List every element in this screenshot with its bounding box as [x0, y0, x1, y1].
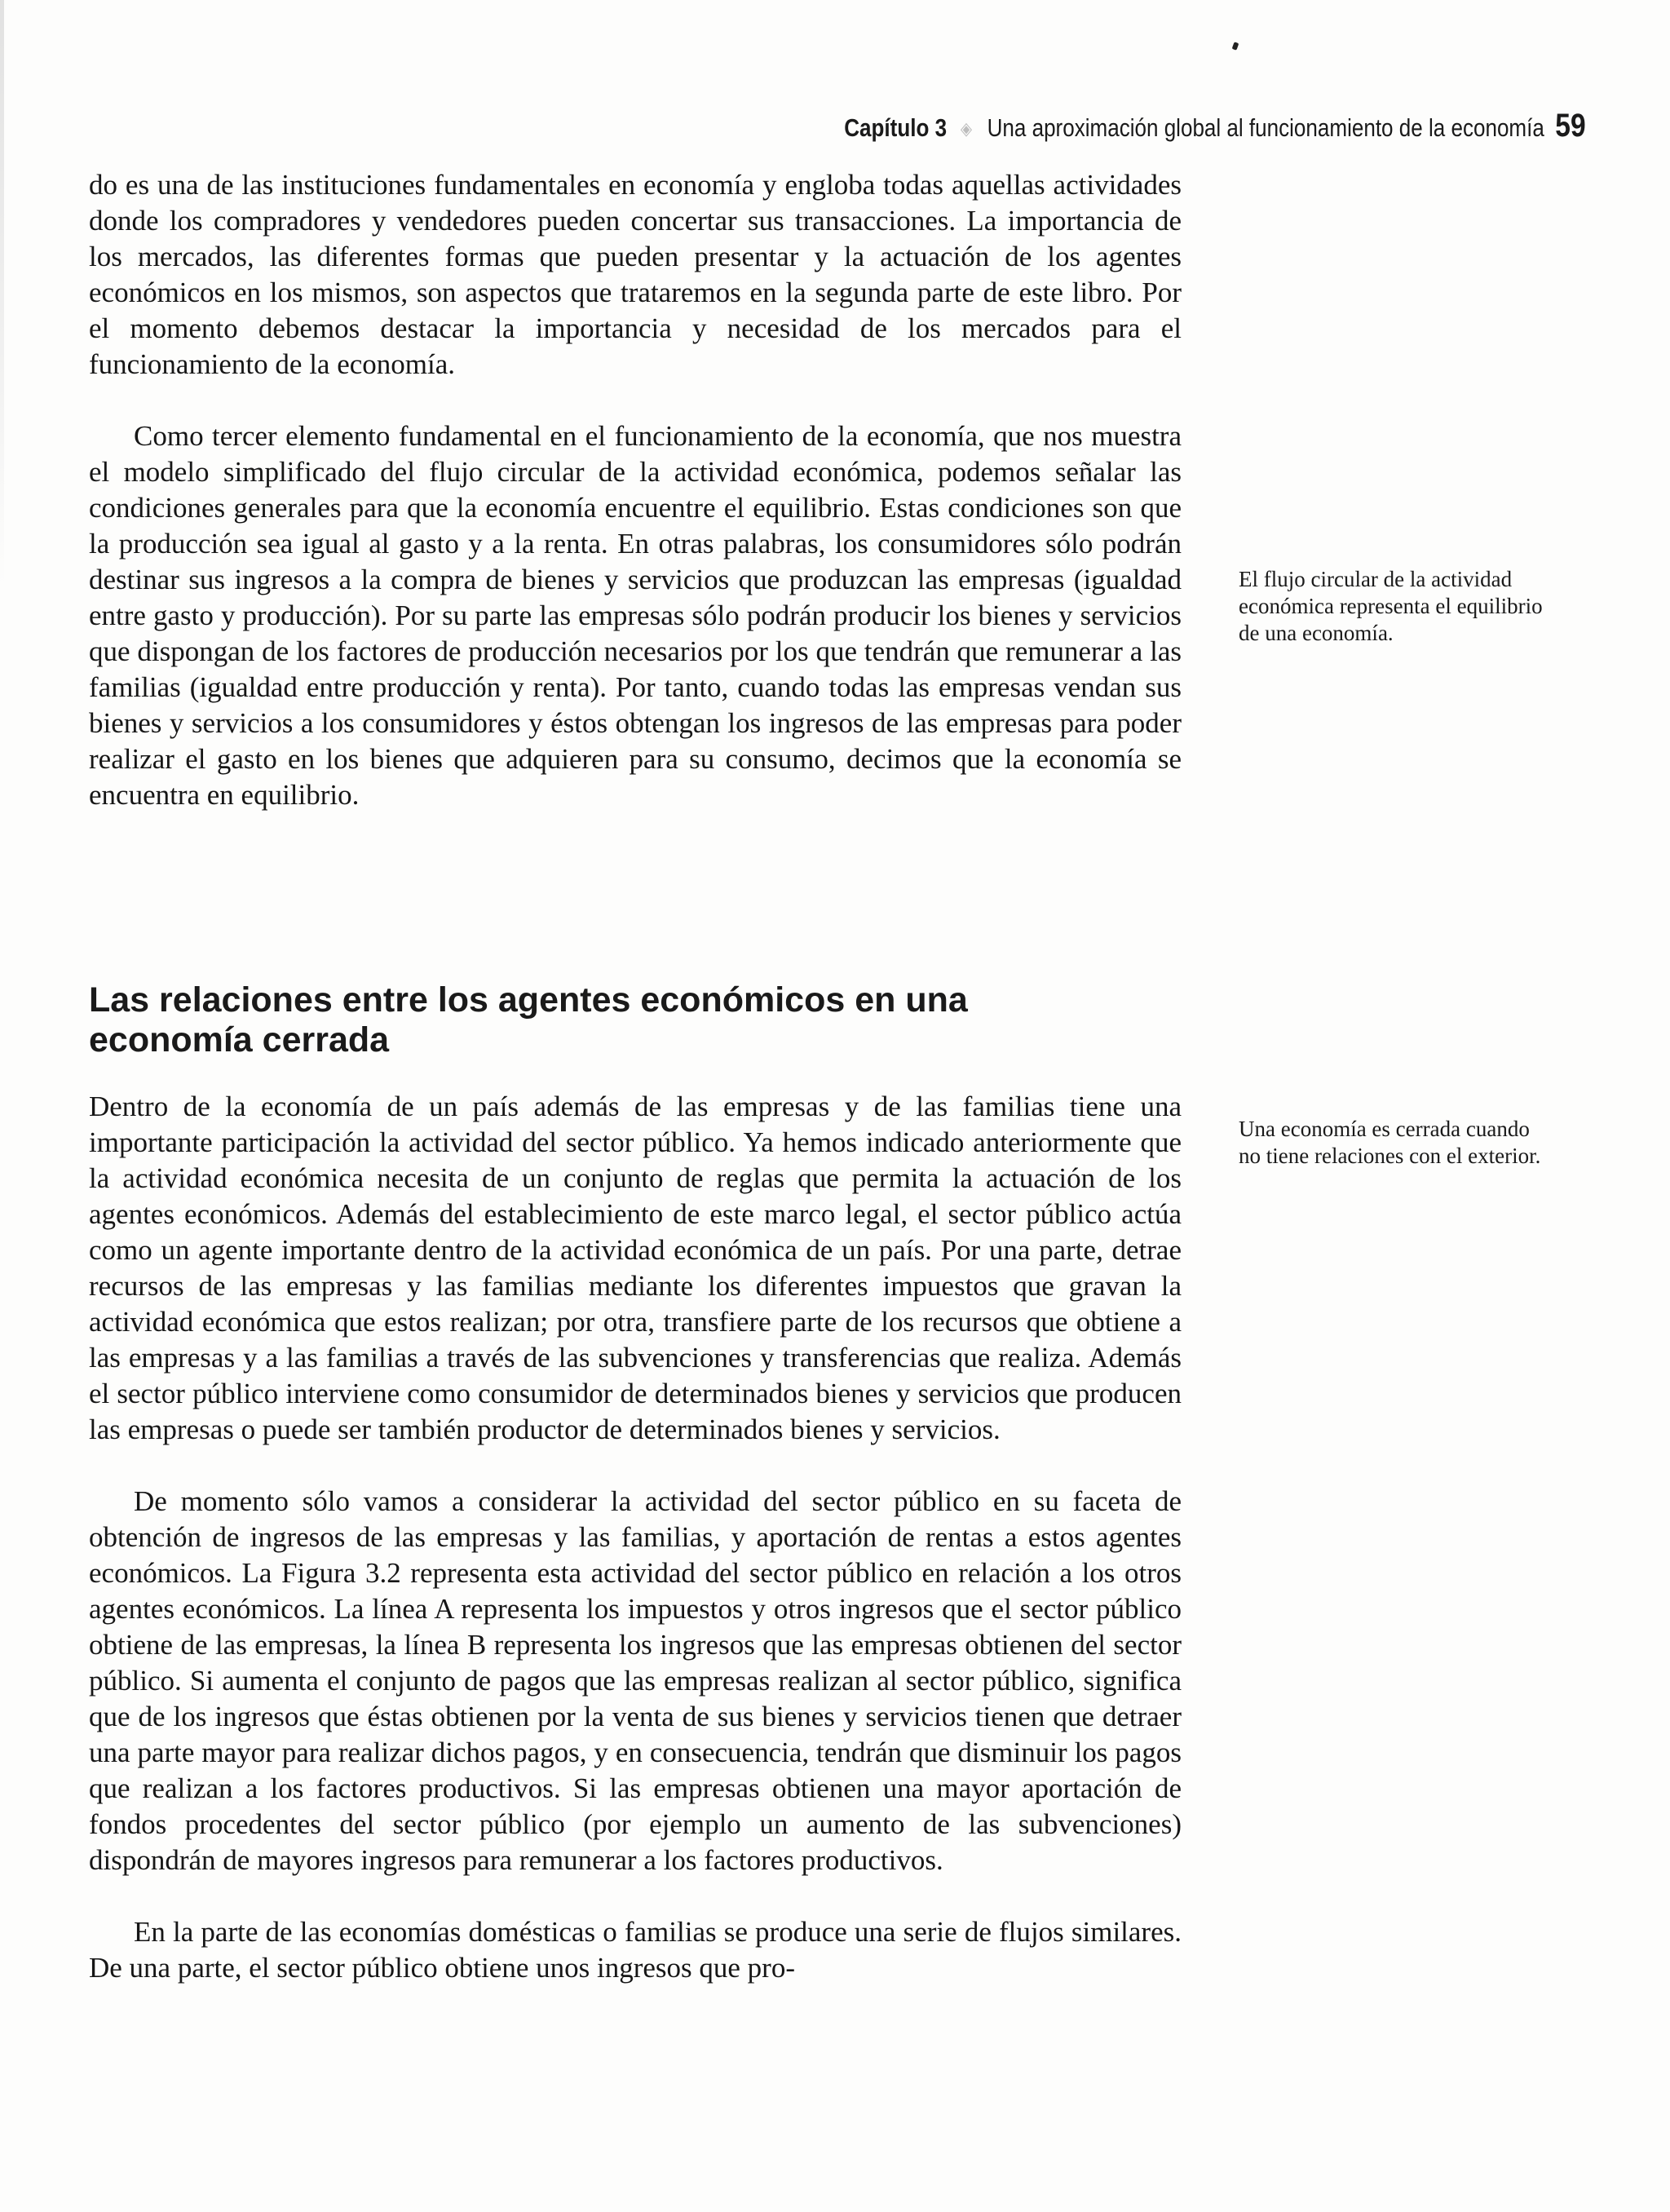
margin-note-closed-economy: Una economía es cerrada cuando no tiene relaciones con el exterior. — [1239, 1117, 1541, 1168]
chapter-label: Capítulo 3 — [844, 113, 948, 142]
paragraph: De momento sólo vamos a considerar la actividad del sector público en su faceta de obtención de ingresos de las empresas y las familias, y aportación de rentas a estos agentes económicos. La Figura 3.2 representa esta actividad del sector público en relación a los otros agentes económicos. La línea A representa los impuestos y otros ingresos que el sector público obtiene de las empresas, la línea B representa los ingresos que las empresas obtienen del sector público. Si aumenta el conjunto de pagos que las empresas realizan al sector público, significa que de los ingresos que éstas obtienen por la venta de sus bienes y servicios tienen que detraer una parte mayor para realizar dichos pagos, y en consecuencia, tendrán que disminuir los pagos que realizan a los factores productivos. Si las empresas obtienen una mayor aportación de fondos procedentes del sector público (por ejemplo un aumento de las subvenciones) dispondrán de mayores ingresos para remunerar a los factores productivos. — [89, 1485, 1182, 1876]
scan-speck — [1232, 42, 1239, 51]
section-body — [89, 1089, 1182, 1986]
paragraph: En la parte de las economías domésticas o familias se produce una serie de flujos similares. De una parte, el sector público obtiene unos ingresos que pro- — [89, 1916, 1182, 1984]
margin-note-circular-flow: El flujo circular de la actividad económica representa el equilibrio de una economía. — [1239, 567, 1543, 645]
separator-icon: ◈ — [961, 118, 973, 139]
chapter-title: Una aproximación global al funcionamiento de la economía — [987, 113, 1545, 142]
body-top — [89, 167, 1182, 813]
running-header — [845, 108, 1586, 144]
paragraph: Dentro de la economía de un país además de las empresas y de las familias tiene una importante participación la actividad del sector público. Ya hemos indicado anteriormente que la actividad económica necesita de un conjunto de reglas que permita la actuación de los agentes económicos. Además del establecimiento de este marco legal, el sector público actúa como un agente importante dentro de la actividad económica de un país. Por una parte, detrae recursos de las empresas y las familias mediante los diferentes impuestos que gravan la actividad económica que estos realizan; por otra, transfiere parte de los recursos que obtiene a las empresas y a las familias a través de las subvenciones y transferencias que realiza. Además el sector público interviene como consumidor de determinados bienes y servicios que producen las empresas o puede ser también productor de determinados bienes y servicios. — [89, 1091, 1182, 1445]
paragraph: Como tercer elemento fundamental en el funcionamiento de la economía, que nos muestra el modelo simplificado del flujo circular de la actividad económica, podemos señalar las condiciones generales para que la economía encuentre el equilibrio. Estas condiciones son que la producción sea igual al gasto y a la renta. En otras palabras, los consumidores sólo podrán destinar sus ingresos a la compra de bienes y servicios que produzcan las empresas (igualdad entre gasto y producción). Por su parte las empresas sólo podrán producir los bienes y servicios que dispongan de los factores de producción necesarios por los que tendrán que remunerar a las familias (igualdad entre producción y renta). Por tanto, cuando todas las empresas vendan sus bienes y servicios a los consumidores y éstos obtengan los ingresos de las empresas para poder realizar el gasto en los bienes que adquieren para su consumo, decimos que la economía se encuentra en equilibrio. — [89, 420, 1182, 811]
section-heading: Las relaciones entre los agentes económicos en una economía cerrada — [89, 980, 968, 1060]
paragraph: do es una de las instituciones fundamentales en economía y engloba todas aquellas actividades donde los compradores y vendedores pueden concertar sus transacciones. La importancia de los mercados, las diferentes formas que pueden presentar y la actuación de los agentes económicos en los mismos, son aspectos que trataremos en la segunda parte de este libro. Por el momento debemos destacar la importancia y necesidad de los mercados para el funcionamiento de la economía. — [89, 169, 1182, 380]
page-number: 59 — [1555, 108, 1586, 144]
scan-edge-shadow — [0, 0, 4, 587]
